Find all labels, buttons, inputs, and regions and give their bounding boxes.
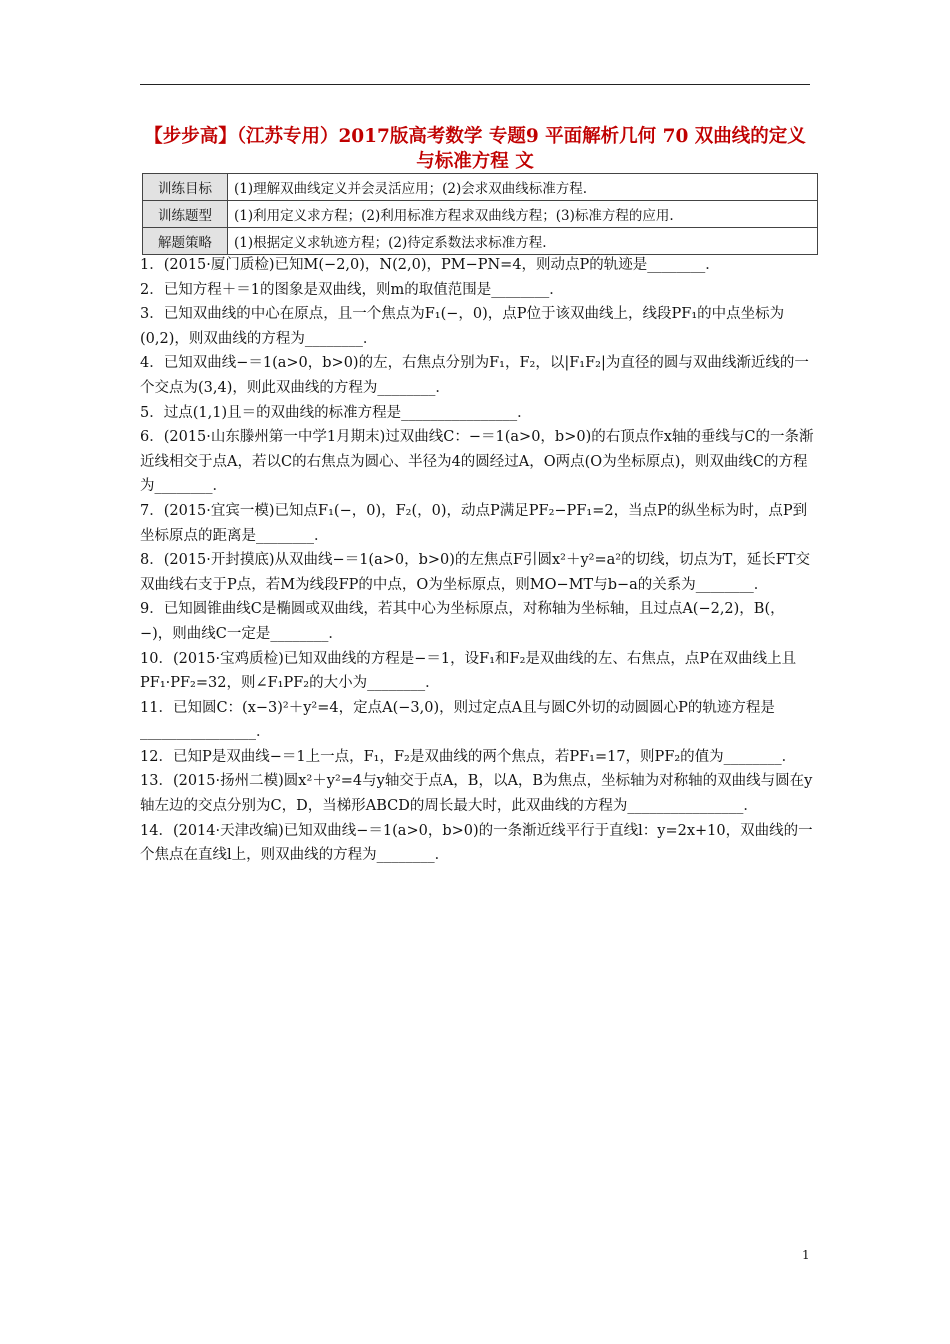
table-row — [143, 174, 818, 201]
row-label: 训练目标 — [143, 174, 228, 201]
question-7: 7．(2015·宜宾一模)已知点F₁(−，0)，F₂(，0)，动点P满足PF₂−PF₁=2，当点P的纵坐标为时，点P到坐标原点的距离是________． — [140, 502, 808, 544]
row-text: (1)利用定义求方程；(2)利用标准方程求双曲线方程；(3)标准方程的应用. — [228, 201, 818, 228]
question-14: 14．(2014·天津改编)已知双曲线−＝1(a>0，b>0)的一条渐近线平行于直线l：y=2x+10，双曲线的一个焦点在直线l上，则双曲线的方程为________． — [140, 822, 813, 864]
question-2: 2．已知方程＋＝1的图象是双曲线，则m的取值范围是________． — [140, 281, 564, 298]
row-label: 解题策略 — [143, 228, 228, 255]
question-12: 12．已知P是双曲线−＝1上一点，F₁，F₂是双曲线的两个焦点，若PF₁=17，则PF₂的值为________． — [140, 748, 797, 765]
question-list — [140, 253, 814, 868]
table-row — [143, 201, 818, 228]
question-4: 4．已知双曲线−＝1(a>0，b>0)的左，右焦点分别为F₁，F₂，以|F₁F₂|为直径的圆与双曲线渐近线的一个交点为(3,4)，则此双曲线的方程为________． — [140, 355, 809, 396]
page-number: 1 — [802, 1248, 810, 1262]
question-11: 11．已知圆C：(x−3)²＋y²=4，定点A(−3,0)，则过定点A且与圆C外切的动圆圆心P的轨迹方程是________________． — [140, 699, 775, 741]
table-row — [143, 228, 818, 255]
row-label: 训练题型 — [143, 201, 228, 228]
question-10: 10．(2015·宝鸡质检)已知双曲线的方程是−＝1，设F₁和F₂是双曲线的左、右焦点，点P在双曲线上且PF₁·PF₂=32，则∠F₁PF₂的大小为________． — [140, 650, 797, 692]
question-1: 1．(2015·厦门质检)已知M(−2,0)，N(2,0)，PM−PN=4，则动点P的轨迹是________． — [140, 257, 720, 273]
question-13: 13．(2015·扬州二模)圆x²＋y²=4与y轴交于点A，B，以A，B为焦点，坐标轴为对称轴的双曲线与圆在y轴左边的交点分别为C，D，当梯形ABCD的周长最大时，此双曲线的方程为________________． — [140, 773, 813, 815]
header-rule — [140, 84, 810, 85]
training-goals-table — [142, 173, 818, 255]
question-8: 8．(2015·开封摸底)从双曲线−＝1(a>0，b>0)的左焦点F引圆x²＋y²=a²的切线，切点为T，延长FT交双曲线右支于P点，若M为线段FP的中点，O为坐标原点，则MO−MT与b−a的关系为________． — [140, 552, 810, 593]
question-9: 9．已知圆锥曲线C是椭圆或双曲线，若其中心为坐标原点，对称轴为坐标轴，且过点A(−2,2)，B(，−)，则曲线C一定是________． — [140, 601, 785, 642]
question-3: 3．已知双曲线的中心在原点，且一个焦点为F₁(−，0)，点P位于该双曲线上，线段PF₁的中点坐标为(0,2)，则双曲线的方程为________． — [140, 306, 785, 347]
row-text: (1)根据定义求轨迹方程；(2)待定系数法求标准方程. — [228, 228, 818, 255]
row-text: (1)理解双曲线定义并会灵活应用；(2)会求双曲线标准方程. — [228, 174, 818, 201]
question-5: 5．过点(1,1)且＝的双曲线的标准方程是________________． — [140, 404, 532, 421]
document-title: 【步步高】（江苏专用）2017版高考数学 专题9 平面解析几何 70 双曲线的定义与标准方程 文 — [144, 126, 806, 172]
question-6: 6．(2015·山东滕州第一中学1月期末)过双曲线C：−＝1(a>0，b>0)的右顶点作x轴的垂线与C的一条渐近线相交于点A，若以C的右焦点为圆心、半径为4的圆经过A，O两点(O为坐标原点)，则双曲线C的方程为________． — [140, 429, 814, 495]
